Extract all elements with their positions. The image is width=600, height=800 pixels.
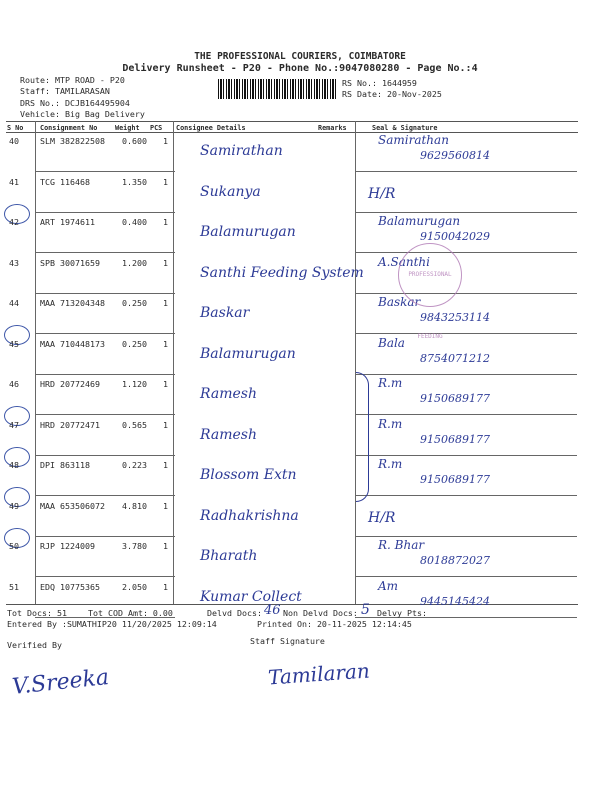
row-phone-handwritten: 8754071212	[420, 351, 490, 365]
row-weight: 0.400	[122, 217, 147, 227]
col-remarks: Remarks	[318, 124, 347, 132]
verifier-signature: V.Sreeka	[10, 664, 111, 701]
total-cod: Tot COD Amt: 0.00	[88, 608, 173, 618]
row-consignment: TCG 116468	[40, 176, 90, 187]
row-sno: 49	[9, 500, 19, 511]
row-consignee-handwritten: Ramesh	[200, 426, 257, 443]
row-sno: 41	[9, 176, 19, 187]
row-consignment: HRD 20772471	[40, 419, 100, 430]
row-pcs: 1	[163, 136, 168, 146]
row-sno: 44	[9, 298, 19, 308]
row-phone-handwritten: 9150042029	[420, 230, 490, 243]
row-divider	[355, 414, 577, 415]
delivery-points-label: Delvy Pts:	[377, 608, 427, 618]
row-divider	[355, 293, 577, 294]
non-delivered-label: Non Delvd Docs:	[283, 608, 358, 618]
row-pcs: 1	[163, 379, 168, 389]
row-consignee-handwritten: Balamurugan	[200, 224, 296, 240]
grouping-bracket	[356, 372, 369, 502]
row-consignee-handwritten: Samirathan	[200, 143, 283, 159]
row-consignment: HRD 20772469	[40, 379, 100, 389]
row-signature-handwritten: Am	[378, 578, 399, 593]
row-signature-handwritten: R.m	[378, 376, 403, 390]
row-sno: 51	[9, 581, 19, 592]
row-divider	[35, 374, 175, 375]
row-consignee-handwritten: Santhi Feeding System	[200, 264, 364, 281]
row-consignment: MAA 653506072	[40, 500, 105, 511]
drs-label: DRS No.: DCJB164495904	[20, 98, 130, 108]
row-signature-handwritten: R.m	[378, 416, 403, 431]
col-divider	[355, 121, 356, 604]
col-consignee: Consignee Details	[176, 124, 246, 132]
col-pcs: PCS	[150, 124, 163, 132]
row-divider	[355, 455, 577, 456]
row-phone-handwritten: 9843253114	[420, 311, 490, 324]
row-divider	[35, 536, 175, 537]
row-consignment: EDQ 10775365	[40, 581, 100, 592]
total-docs: Tot Docs: 51	[7, 608, 67, 618]
row-divider	[355, 171, 577, 172]
verified-by-label: Verified By	[7, 640, 62, 650]
row-sno: 50	[9, 541, 19, 551]
row-weight: 3.780	[122, 541, 147, 551]
row-divider	[355, 333, 577, 334]
row-sno: 46	[9, 379, 19, 389]
staff-signature-label: Staff Signature	[250, 636, 325, 646]
row-consignment: RJP 1224009	[40, 541, 95, 551]
row-consignee-handwritten: Blossom Extn	[200, 467, 297, 483]
row-pcs: 1	[163, 460, 168, 470]
row-consignee-handwritten: Kumar Collect	[200, 588, 302, 605]
row-divider	[35, 576, 175, 577]
vehicle-label: Vehicle: Big Bag Delivery	[20, 109, 145, 119]
col-divider	[35, 121, 36, 604]
row-consignment: SPB 30071659	[40, 257, 100, 268]
row-pcs: 1	[163, 176, 168, 187]
entered-by: Entered By :SUMATHIP20 11/20/2025 12:09:14	[7, 619, 217, 629]
row-consignee-handwritten: Baskar	[200, 305, 250, 321]
row-weight: 1.120	[122, 379, 147, 389]
delivered-docs-value: 46	[264, 603, 281, 618]
row-remarks-handwritten: H/R	[368, 185, 396, 202]
col-consignment: Consignment No	[40, 124, 98, 132]
non-delivered-value: 5	[361, 602, 370, 618]
row-pcs: 1	[163, 581, 168, 592]
row-divider	[355, 495, 577, 496]
row-divider	[35, 252, 175, 253]
row-weight: 0.600	[122, 136, 147, 146]
staff-label: Staff: TAMILARASAN	[20, 86, 110, 96]
row-pcs: 1	[163, 217, 168, 227]
row-divider	[35, 171, 175, 172]
row-pcs: 1	[163, 419, 168, 430]
row-weight: 0.565	[122, 419, 147, 430]
row-signature-handwritten: Baskar	[378, 295, 421, 309]
col-sno: S No	[7, 124, 24, 132]
row-pcs: 1	[163, 338, 168, 349]
staff-signature: Tamilaran	[267, 658, 371, 690]
row-weight: 1.200	[122, 257, 147, 268]
row-divider	[35, 212, 175, 213]
delivered-docs-label: Delvd Docs:	[207, 608, 262, 618]
row-divider	[35, 455, 175, 456]
row-signature-handwritten: A.Santhi	[378, 254, 430, 269]
row-signature-handwritten: Balamurugan	[378, 214, 461, 228]
row-consignment: ART 1974611	[40, 217, 95, 227]
col-weight: Weight	[115, 124, 140, 132]
printed-on: Printed On: 20-11-2025 12:14:45	[257, 619, 412, 629]
row-weight: 4.810	[122, 500, 147, 511]
row-pcs: 1	[163, 541, 168, 551]
row-weight: 0.250	[122, 298, 147, 308]
row-consignment: MAA 710448173	[40, 338, 105, 349]
row-sno: 42	[9, 217, 19, 227]
row-pcs: 1	[163, 257, 168, 268]
row-sno: 48	[9, 460, 19, 470]
row-weight: 0.223	[122, 460, 147, 470]
barcode	[218, 79, 338, 99]
row-divider	[355, 374, 577, 375]
row-weight: 1.350	[122, 176, 147, 187]
row-phone-handwritten: 9150689177	[420, 473, 490, 486]
row-consignee-handwritten: Bharath	[200, 548, 258, 564]
runsheet-title: Delivery Runsheet - P20 - Phone No.:9047080280 - Page No.:4	[122, 63, 478, 74]
route-label: Route: MTP ROAD - P20	[20, 75, 125, 85]
header-rule	[6, 132, 578, 133]
row-phone-handwritten: 9445145424	[420, 594, 490, 608]
row-consignment: SLM 382822508	[40, 136, 105, 146]
row-consignee-handwritten: Ramesh	[200, 386, 257, 402]
row-sno: 43	[9, 257, 19, 268]
row-consignee-handwritten: Sukanya	[200, 183, 261, 200]
rs-number: RS No.: 1644959	[342, 78, 417, 88]
row-phone-handwritten: 9150689177	[420, 392, 490, 405]
row-divider	[35, 293, 175, 294]
row-signature-handwritten: Bala	[378, 335, 405, 350]
company-stamp: PROFESSIONAL FEEDING	[398, 243, 462, 307]
row-divider	[35, 414, 175, 415]
row-divider	[35, 495, 175, 496]
row-weight: 0.250	[122, 338, 147, 349]
row-sno: 40	[9, 136, 19, 146]
row-phone-handwritten: 9150689177	[420, 432, 490, 446]
row-divider	[355, 536, 577, 537]
row-signature-handwritten: R. Bhar	[378, 538, 425, 552]
rs-date: RS Date: 20-Nov-2025	[342, 89, 442, 99]
table-top-rule	[6, 121, 578, 122]
row-phone-handwritten: 8018872027	[420, 554, 490, 567]
row-pcs: 1	[163, 500, 168, 511]
row-divider	[355, 212, 577, 213]
row-weight: 2.050	[122, 581, 147, 592]
row-consignment: DPI 863118	[40, 460, 90, 470]
company-title: THE PROFESSIONAL COURIERS, COIMBATORE	[194, 51, 406, 62]
row-consignee-handwritten: Balamurugan	[200, 345, 296, 362]
row-divider	[355, 576, 577, 577]
row-signature-handwritten: R.m	[378, 457, 403, 471]
col-divider	[173, 121, 174, 604]
row-pcs: 1	[163, 298, 168, 308]
row-divider	[35, 333, 175, 334]
row-phone-handwritten: 9629560814	[420, 149, 490, 162]
row-signature-handwritten: Samirathan	[378, 133, 449, 147]
row-remarks-handwritten: H/R	[368, 509, 396, 526]
row-sno: 45	[9, 338, 19, 349]
row-consignment: MAA 713204348	[40, 298, 105, 308]
row-sno: 47	[9, 419, 19, 430]
row-consignee-handwritten: Radhakrishna	[200, 507, 299, 524]
row-divider	[355, 252, 577, 253]
col-seal: Seal & Signature	[372, 124, 438, 132]
